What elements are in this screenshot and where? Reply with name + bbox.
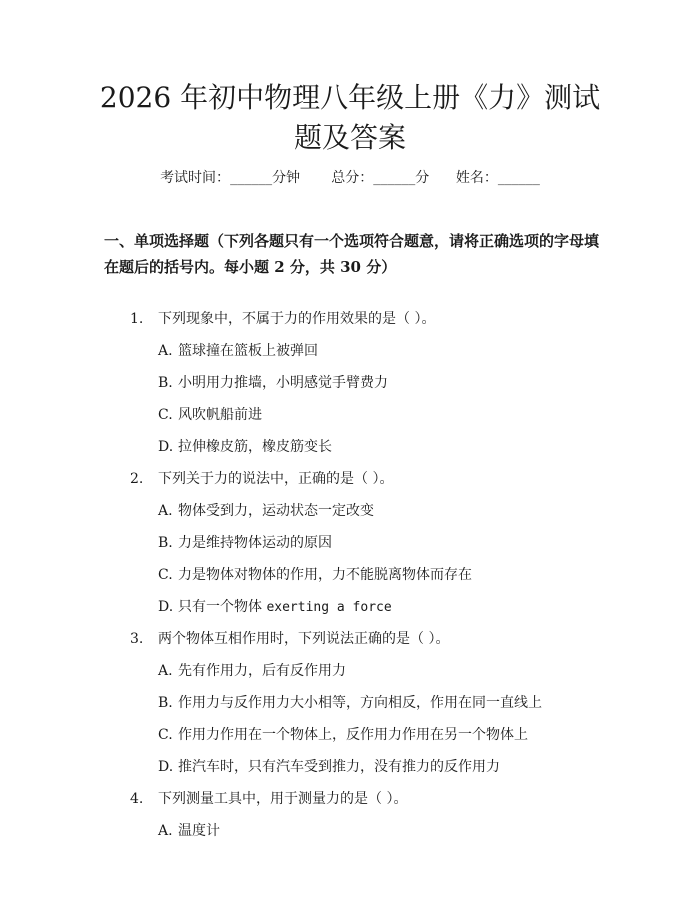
score-unit: 分 — [415, 170, 430, 186]
option-letter: D. — [158, 439, 174, 455]
option-item — [158, 661, 346, 681]
option-text: 作用力与反作用力大小相等，方向相反，作用在同一直线上 — [178, 695, 542, 711]
option-item — [158, 597, 392, 618]
option-letter: B. — [158, 535, 173, 551]
option-letter: C. — [158, 407, 173, 423]
question-stem — [130, 469, 393, 489]
question-text: 下列关于力的说法中，正确的是（ ）。 — [158, 471, 394, 487]
option-text: 先有作用力，后有反作用力 — [178, 663, 346, 679]
option-letter: A. — [158, 343, 173, 359]
question-number: 3. — [130, 631, 144, 647]
option-item — [158, 533, 332, 553]
question-text: 下列测量工具中，用于测量力的是（ ）。 — [158, 791, 408, 807]
option-item — [158, 821, 220, 841]
exam-meta-line — [0, 168, 700, 188]
name-label: 姓名： — [455, 170, 498, 186]
option-text: 力是维持物体运动的原因 — [178, 535, 332, 551]
question-stem — [130, 309, 435, 329]
option-item — [158, 725, 528, 745]
option-text: 篮球撞在篮板上被弹回 — [178, 343, 318, 359]
option-item — [158, 437, 332, 457]
option-letter: A. — [158, 503, 173, 519]
option-item — [158, 373, 388, 393]
option-item — [158, 565, 472, 585]
page-title: 2026 年初中物理八年级上册《力》测试题及答案 — [99, 81, 601, 154]
score-blank: ______ — [373, 170, 416, 186]
option-text: 风吹帆船前进 — [178, 407, 262, 423]
option-text-latin: exerting a force — [266, 600, 392, 615]
option-text: 小明用力推墙，小明感觉手臂费力 — [178, 375, 388, 391]
option-text: 推汽车时，只有汽车受到推力，没有推力的反作用力 — [178, 759, 500, 775]
option-item — [158, 405, 262, 425]
time-unit: 分钟 — [272, 170, 301, 186]
option-text: 力是物体对物体的作用，力不能脱离物体而存在 — [178, 567, 472, 583]
section-heading: 一、单项选择题（下列各题只有一个选项符合题意，请将正确选项的字母填在题后的括号内。每小题 2 分，共 30 分） — [104, 232, 600, 276]
time-label: 考试时间： — [160, 170, 231, 186]
option-letter: D. — [158, 759, 174, 775]
option-letter: C. — [158, 727, 173, 743]
question-stem — [130, 629, 449, 649]
option-letter: A. — [158, 663, 173, 679]
option-text: 物体受到力，运动状态一定改变 — [178, 503, 374, 519]
option-text: 温度计 — [178, 823, 220, 839]
question-number: 4. — [130, 791, 144, 807]
time-blank: ______ — [230, 170, 273, 186]
question-number: 2. — [130, 471, 144, 487]
question-number: 1. — [130, 311, 144, 327]
name-blank: ______ — [497, 170, 540, 186]
question-stem — [130, 789, 407, 809]
option-item — [158, 693, 542, 713]
question-text: 两个物体互相作用时，下列说法正确的是（ ）。 — [158, 631, 450, 647]
score-label: 总分： — [331, 170, 374, 186]
option-letter: C. — [158, 567, 173, 583]
question-text: 下列现象中，不属于力的作用效果的是（ ）。 — [158, 311, 436, 327]
option-text: 拉伸橡皮筋，橡皮筋变长 — [178, 439, 332, 455]
option-text: 只有一个物体 — [178, 599, 267, 615]
option-letter: B. — [158, 695, 173, 711]
option-item — [158, 341, 318, 361]
option-text: 作用力作用在一个物体上，反作用力作用在另一个物体上 — [178, 727, 528, 743]
option-letter: B. — [158, 375, 173, 391]
option-item — [158, 757, 500, 777]
option-item — [158, 501, 374, 521]
option-letter: D. — [158, 599, 174, 615]
option-letter: A. — [158, 823, 173, 839]
